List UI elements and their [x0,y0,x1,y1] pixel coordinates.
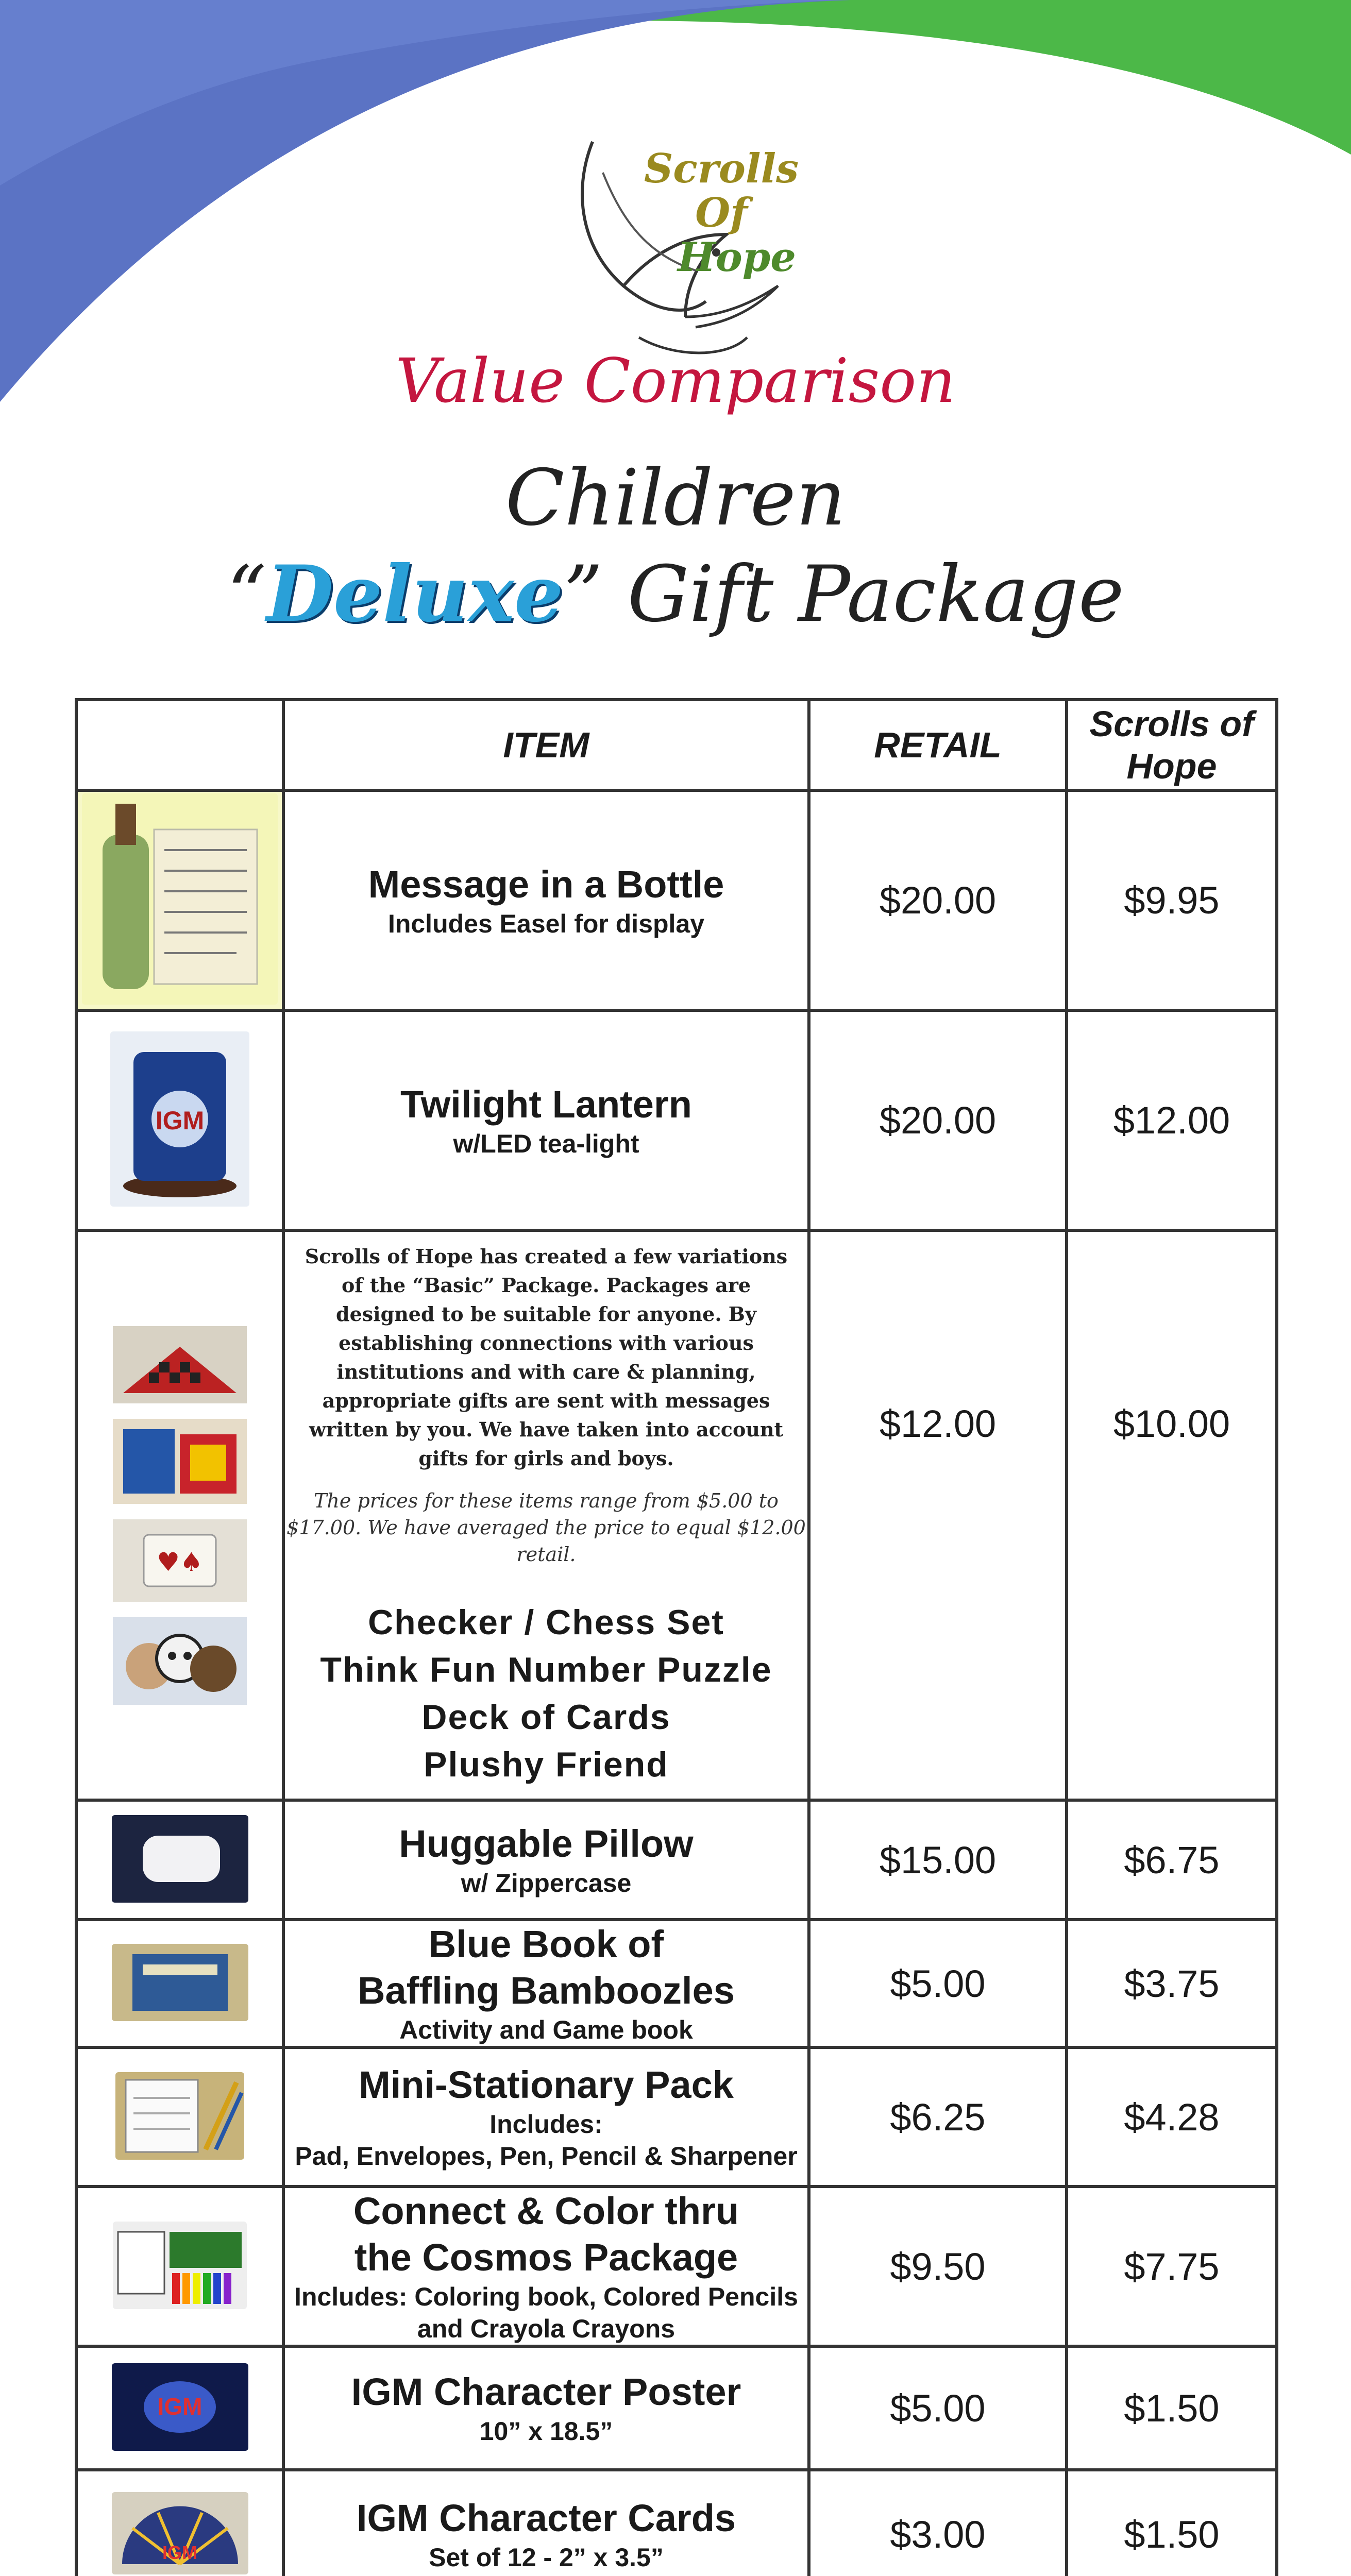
page-subtitle-children: Children [505,453,846,543]
item-title-line-2: the Cosmos Package [354,2236,738,2279]
table-row [76,790,1277,1010]
list-item: Plushy Friend [424,1745,669,1784]
item-subtitle: w/ Zippercase [461,1869,632,1897]
item-title-line-2: Baffling Bamboozles [358,1969,735,2012]
item-title: Message in a Bottle [368,862,724,906]
retail-price: $20.00 [809,1010,1067,1230]
retail-price: $20.00 [809,790,1067,1010]
soh-price: $6.75 [1067,1800,1277,1920]
item-cell [283,2047,809,2187]
item-image-cell [76,2470,283,2576]
basic-package-items [285,1599,807,1788]
stationary-pack-image [115,2072,244,2160]
open-quote: “ [227,550,266,639]
item-image-cell [76,2047,283,2187]
item-cell [283,2346,809,2470]
item-subtitle-line-2: and Crayola Crayons [417,2314,675,2343]
item-title: IGM Character Cards [356,2497,736,2539]
soh-price: $1.50 [1067,2470,1277,2576]
item-image-cell [76,2346,283,2470]
lantern-image [110,1031,249,1207]
svg-text:IGM: IGM [155,1106,205,1135]
soh-price: $3.75 [1067,1920,1277,2047]
plushy-friend-image [113,1617,247,1705]
basic-package-price-note: The prices for these items range from $5.00 to $17.00. We have averaged the price to equal $12.00 retail. [286,1489,806,1566]
item-cell [283,2470,809,2576]
retail-price: $15.00 [809,1800,1067,1920]
item-cell [283,1800,809,1920]
basic-package-description: Scrolls of Hope has created a few variations of the “Basic” Package. Packages are designed to be suitable for anyone. By establishing connections with various institutions and with care & planning, appropriate gifts are sent with messages written by you. We have taken into account gifts for girls and boys. [305,1245,788,1470]
item-cell [283,1230,809,1800]
pillow-image [112,1815,248,1903]
retail-column-header: RETAIL [809,700,1067,790]
retail-price: $12.00 [809,1230,1067,1800]
table-row [76,2346,1277,2470]
deluxe-word: Deluxe [266,549,564,639]
item-subtitle: w/LED tea-light [453,1129,639,1158]
table-row [76,1230,1277,1800]
image-column-header [76,700,283,790]
list-item: Checker / Chess Set [368,1603,724,1642]
item-image-cell [76,1800,283,1920]
table-row [76,1010,1277,1230]
item-subtitle-line-1: Includes: Coloring book, Colored Pencils [294,2282,798,2311]
checker-set-image [113,1326,247,1403]
item-cell [283,1010,809,1230]
item-image-cell [76,1230,283,1800]
item-title: Twilight Lantern [400,1082,692,1126]
subtitle-rest: ” Gift Package [563,550,1124,639]
item-subtitle-line-2: Pad, Envelopes, Pen, Pencil & Sharpener [295,2142,798,2171]
item-title: IGM Character Poster [351,2370,741,2413]
blue-book-image [112,1944,248,2021]
number-puzzle-image [113,1419,247,1504]
table-row [76,1800,1277,1920]
character-poster-image [112,2363,248,2451]
retail-price: $3.00 [809,2470,1067,2576]
character-cards-image [112,2492,248,2574]
item-subtitle: Activity and Game book [399,2015,693,2044]
item-title: Mini-Stationary Pack [359,2063,734,2106]
table-row [76,2047,1277,2187]
soh-price: $7.75 [1067,2187,1277,2346]
item-cell [283,790,809,1010]
logo-line-1: Scrolls Of [644,145,799,236]
retail-price: $9.50 [809,2187,1067,2346]
retail-price: $6.25 [809,2047,1067,2187]
table-row [76,1920,1277,2047]
soh-column-header: Scrolls of Hope [1067,700,1277,790]
soh-price: $9.95 [1067,790,1277,1010]
page-subtitle-package [0,549,1351,639]
retail-price: $5.00 [809,1920,1067,2047]
svg-text:IGM: IGM [162,2541,197,2563]
item-cell [283,1920,809,2047]
item-image-cell [76,2187,283,2346]
logo-line-2: Hope [678,234,796,281]
soh-price: $10.00 [1067,1230,1277,1800]
item-title-line-1: Connect & Color thru [353,2190,739,2232]
item-subtitle-line-1: Includes: [489,2110,603,2139]
retail-price: $5.00 [809,2346,1067,2470]
item-subtitle: Includes Easel for display [387,909,705,938]
table-header-row [76,700,1277,790]
item-image-cell [76,1920,283,2047]
soh-price: $4.28 [1067,2047,1277,2187]
item-subtitle: 10” x 18.5” [479,2417,613,2446]
message-bottle-image [82,793,278,1005]
item-column-header: ITEM [283,700,809,790]
svg-text:♥♠: ♥♠ [157,1547,203,1577]
coloring-package-image [113,2222,247,2309]
svg-text:IGM: IGM [157,2393,202,2420]
soh-price: $12.00 [1067,1010,1277,1230]
item-subtitle: Set of 12 - 2” x 3.5” [429,2543,664,2572]
logo-wordmark [613,147,830,280]
value-comparison-table [75,698,1278,2576]
page-title: Value Comparison [395,345,956,416]
item-title: Huggable Pillow [399,1822,694,1865]
list-item: Deck of Cards [421,1698,671,1737]
table-row [76,2470,1277,2576]
item-cell [283,2187,809,2346]
item-image-cell [76,1010,283,1230]
deck-of-cards-image [113,1519,247,1602]
soh-price: $1.50 [1067,2346,1277,2470]
item-title-line-1: Blue Book of [428,1923,664,1965]
table-row [76,2187,1277,2346]
list-item: Think Fun Number Puzzle [320,1650,772,1689]
item-image-cell [76,790,283,1010]
